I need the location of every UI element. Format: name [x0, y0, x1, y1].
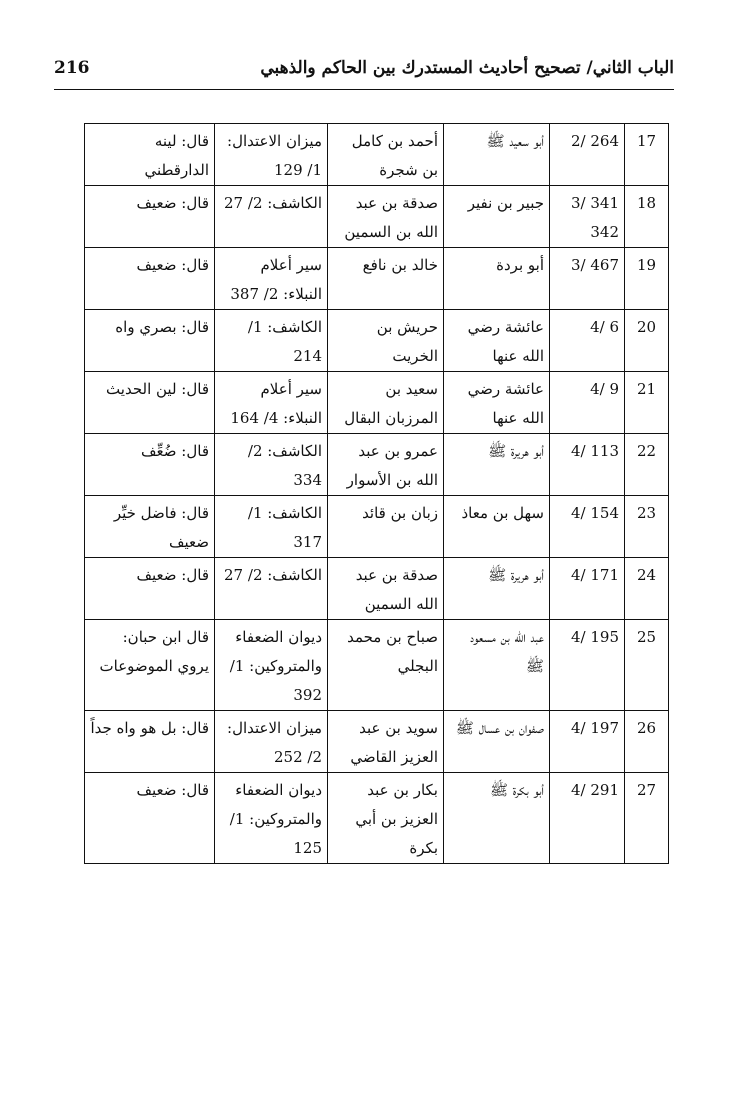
- reference-cell: 4/ 154: [550, 496, 625, 558]
- companion-cell: جبير بن نفير: [444, 186, 550, 248]
- narrators-table: [84, 123, 669, 864]
- reference-cell: 4/ 197: [550, 711, 625, 773]
- narrator-cell: سعيد بن المرزبان البقال: [328, 372, 444, 434]
- ruling-cell: قال: ضُعِّف: [85, 434, 215, 496]
- source-cell: ميزان الاعتدال: 1/ 129: [215, 124, 328, 186]
- page-header: [54, 58, 674, 88]
- header-rule: [54, 89, 674, 90]
- ruling-cell: قال: لينه الدارقطني: [85, 124, 215, 186]
- narrator-cell: خالد بن نافع: [328, 248, 444, 310]
- narrator-cell: بكار بن عبد العزيز بن أبي بكرة: [328, 773, 444, 864]
- table-row: [85, 496, 669, 558]
- reference-cell: 4/ 6: [550, 310, 625, 372]
- row-number-cell: 17: [625, 124, 669, 186]
- source-cell: الكاشف: 2/ 27: [215, 186, 328, 248]
- row-number-cell: 21: [625, 372, 669, 434]
- row-number-cell: 18: [625, 186, 669, 248]
- table-row: [85, 310, 669, 372]
- table-row: [85, 124, 669, 186]
- row-number-cell: 22: [625, 434, 669, 496]
- table-row: [85, 186, 669, 248]
- source-cell: الكاشف: 1/ 214: [215, 310, 328, 372]
- ruling-cell: قال: بل هو واه جداً: [85, 711, 215, 773]
- table-row: [85, 558, 669, 620]
- reference-cell: 4/ 113: [550, 434, 625, 496]
- ruling-cell: قال: ضعيف: [85, 558, 215, 620]
- source-cell: سير أعلام النبلاء: 2/ 387: [215, 248, 328, 310]
- reference-cell: 4/ 9: [550, 372, 625, 434]
- companion-cell: أبو هريرة ﷺ: [444, 434, 550, 496]
- table-row: [85, 248, 669, 310]
- companion-cell: أبو بردة: [444, 248, 550, 310]
- narrator-cell: أحمد بن كامل بن شجرة: [328, 124, 444, 186]
- row-number-cell: 23: [625, 496, 669, 558]
- source-cell: الكاشف: 1/ 317: [215, 496, 328, 558]
- table-row: [85, 773, 669, 864]
- narrator-cell: صباح بن محمد البجلي: [328, 620, 444, 711]
- table-row: [85, 434, 669, 496]
- table-row: [85, 620, 669, 711]
- reference-cell: 3/ 467: [550, 248, 625, 310]
- source-cell: ميزان الاعتدال: 2/ 252: [215, 711, 328, 773]
- row-number-cell: 26: [625, 711, 669, 773]
- narrator-cell: صدقة بن عبد الله بن السمين: [328, 186, 444, 248]
- narrator-cell: زبان بن قائد: [328, 496, 444, 558]
- ruling-cell: قال: لين الحديث: [85, 372, 215, 434]
- row-number-cell: 19: [625, 248, 669, 310]
- reference-cell: 3/ 341 342: [550, 186, 625, 248]
- reference-cell: 4/ 195: [550, 620, 625, 711]
- companion-cell: عائشة رضي الله عنها: [444, 372, 550, 434]
- companion-cell: سهل بن معاذ: [444, 496, 550, 558]
- row-number-cell: 20: [625, 310, 669, 372]
- source-cell: الكاشف: 2/ 334: [215, 434, 328, 496]
- ruling-cell: قال: بصري واه: [85, 310, 215, 372]
- companion-cell: أبو هريرة ﷺ: [444, 558, 550, 620]
- companion-cell: أبو بكرة ﷺ: [444, 773, 550, 864]
- row-number-cell: 24: [625, 558, 669, 620]
- narrator-cell: حريش بن الخريت: [328, 310, 444, 372]
- narrator-cell: صدقة بن عبد الله السمين: [328, 558, 444, 620]
- table-row: [85, 711, 669, 773]
- companion-cell: أبو سعيد ﷺ: [444, 124, 550, 186]
- reference-cell: 2/ 264: [550, 124, 625, 186]
- companion-cell: عائشة رضي الله عنها: [444, 310, 550, 372]
- narrator-cell: عمرو بن عبد الله بن الأسوار: [328, 434, 444, 496]
- ruling-cell: قال ابن حبان: يروي الموضوعات: [85, 620, 215, 711]
- narrator-cell: سويد بن عبد العزيز القاضي: [328, 711, 444, 773]
- companion-cell: عبد الله بن مسعود ﷺ: [444, 620, 550, 711]
- table-row: [85, 372, 669, 434]
- row-number-cell: 27: [625, 773, 669, 864]
- source-cell: الكاشف: 2/ 27: [215, 558, 328, 620]
- source-cell: سير أعلام النبلاء: 4/ 164: [215, 372, 328, 434]
- reference-cell: 4/ 171: [550, 558, 625, 620]
- page-number: 216: [54, 58, 90, 78]
- ruling-cell: قال: ضعيف: [85, 186, 215, 248]
- reference-cell: 4/ 291: [550, 773, 625, 864]
- chapter-title: الباب الثاني/ تصحيح أحاديث المستدرك بين الحاكم والذهبي: [260, 58, 674, 78]
- companion-cell: صفوان بن عسال ﷺ: [444, 711, 550, 773]
- ruling-cell: قال: فاضل خيِّر ضعيف: [85, 496, 215, 558]
- source-cell: ديوان الضعفاء والمتروكين: 1/ 392: [215, 620, 328, 711]
- table-body: [85, 124, 669, 864]
- ruling-cell: قال: ضعيف: [85, 773, 215, 864]
- ruling-cell: قال: ضعيف: [85, 248, 215, 310]
- row-number-cell: 25: [625, 620, 669, 711]
- source-cell: ديوان الضعفاء والمتروكين: 1/ 125: [215, 773, 328, 864]
